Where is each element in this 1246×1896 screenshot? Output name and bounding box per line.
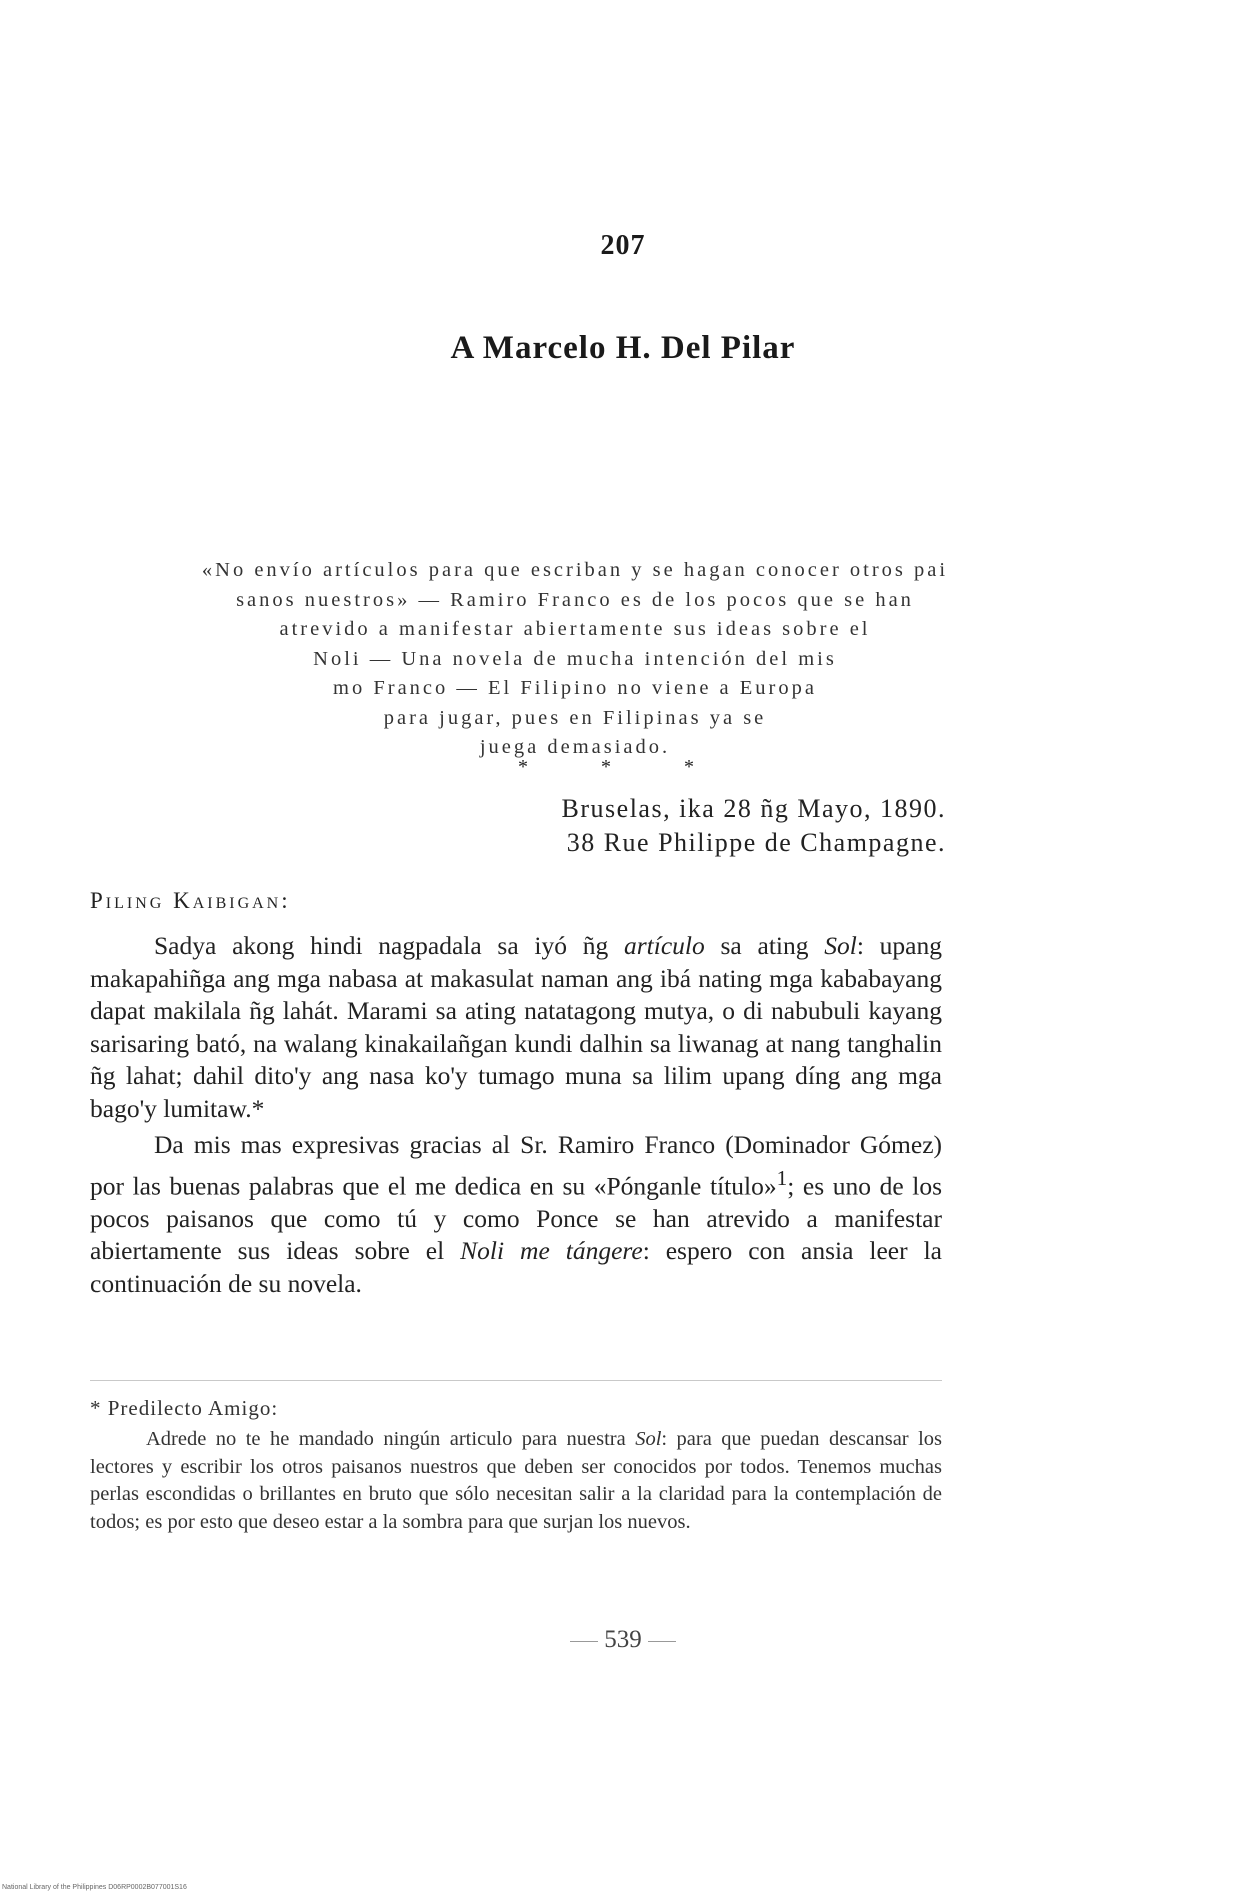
italic-text: Noli me tángere bbox=[460, 1236, 643, 1265]
summary-line: para jugar, pues en Filipinas ya se bbox=[383, 706, 767, 729]
scan-credit: National Library of the Philippines D06RP0002B077001S16 bbox=[2, 1884, 187, 1891]
body-paragraph bbox=[90, 1129, 942, 1300]
summary-line: juega demasiado. bbox=[479, 736, 671, 758]
dateline bbox=[562, 792, 946, 860]
text-run: Da mis mas expresivas gracias al Sr. Ramiro Franco (Dominador Gómez) por las buenas palabras que el me dedica en su «Pónganle título» bbox=[90, 1130, 942, 1200]
section-separator: * * * bbox=[518, 756, 728, 778]
summary-line: atrevido a manifestar abiertamente sus ideas sobre el bbox=[279, 618, 871, 640]
footnote-heading: * Predilecto Amigo: bbox=[90, 1396, 279, 1420]
text-run: sa ating bbox=[704, 931, 825, 960]
summary-line: «No envío artículos para que escriban y se hagan conocer otros pai bbox=[201, 559, 949, 581]
folio-text: 539 bbox=[604, 1626, 642, 1653]
folio-number bbox=[0, 1626, 1246, 1654]
letter-summary bbox=[190, 556, 960, 763]
page-number: 207 bbox=[600, 230, 646, 261]
text-run: ; es uno de los pocos paisanos que como tú y como Ponce se han atrevido a manifestar abiertamente sus ideas sobre el bbox=[90, 1171, 943, 1265]
folio-dash bbox=[648, 1641, 676, 1642]
body-paragraph bbox=[90, 930, 942, 1125]
footnote-paragraph bbox=[90, 1426, 942, 1536]
summary-line: sanos nuestros» — Ramiro Franco es de los pocos que se han bbox=[236, 588, 914, 611]
text-run: : espero con ansia leer la continuación de su novela. bbox=[90, 1236, 942, 1298]
text-run: Adrede no te he mandado ningún articulo para nuestra bbox=[146, 1428, 636, 1450]
folio-dash bbox=[570, 1641, 598, 1642]
footnote-body bbox=[90, 1426, 942, 1536]
salutation: Piling Kaibigan: bbox=[90, 888, 291, 913]
letter-title: A Marcelo H. Del Pilar bbox=[450, 330, 796, 366]
address: 38 Rue Philippe de Champagne. bbox=[566, 828, 946, 857]
italic-text: artículo bbox=[624, 931, 705, 960]
text-run: : para que puedan descansar los lectores y escribir los otros paisanos nuestros que deben ser conocidos por todos. Tenemos muchas perlas escondidas o brillantes en bruto que sólo necesitan salir a la claridad para la contemplación de todos; es por esto que deseo estar a la sombra para que surjan los nuevos. bbox=[90, 1428, 942, 1533]
text-run: : upang makapahiñga ang mga nabasa at makasulat naman ang ibá nating mga kababayang dapat makilala ñg lahát. Marami sa ating natatagong mutya, o di nabubuli kayang sarisaring bató, na walang kinakailañgan kundi dalhin sa liwanag at nang tanghalin ñg lahat; dahil dito'y ang nasa ko'y tumago muna sa lilim upang díng ang mga bago'y lumitaw.* bbox=[90, 931, 942, 1123]
italic-text: Sol bbox=[635, 1428, 662, 1450]
text-run: Sadya akong hindi nagpadala sa iyó ñg bbox=[154, 931, 624, 960]
footnote-marker: 1 bbox=[776, 1165, 788, 1190]
letter-body bbox=[90, 930, 942, 1300]
summary-line: Noli — Una novela de mucha intención del mis bbox=[313, 647, 837, 670]
italic-text: Sol bbox=[824, 931, 857, 960]
place-date: Bruselas, ika 28 ñg Mayo, 1890. bbox=[561, 794, 946, 823]
footnote-divider bbox=[90, 1380, 942, 1381]
summary-line: mo Franco — El Filipino no viene a Europa bbox=[333, 677, 817, 699]
